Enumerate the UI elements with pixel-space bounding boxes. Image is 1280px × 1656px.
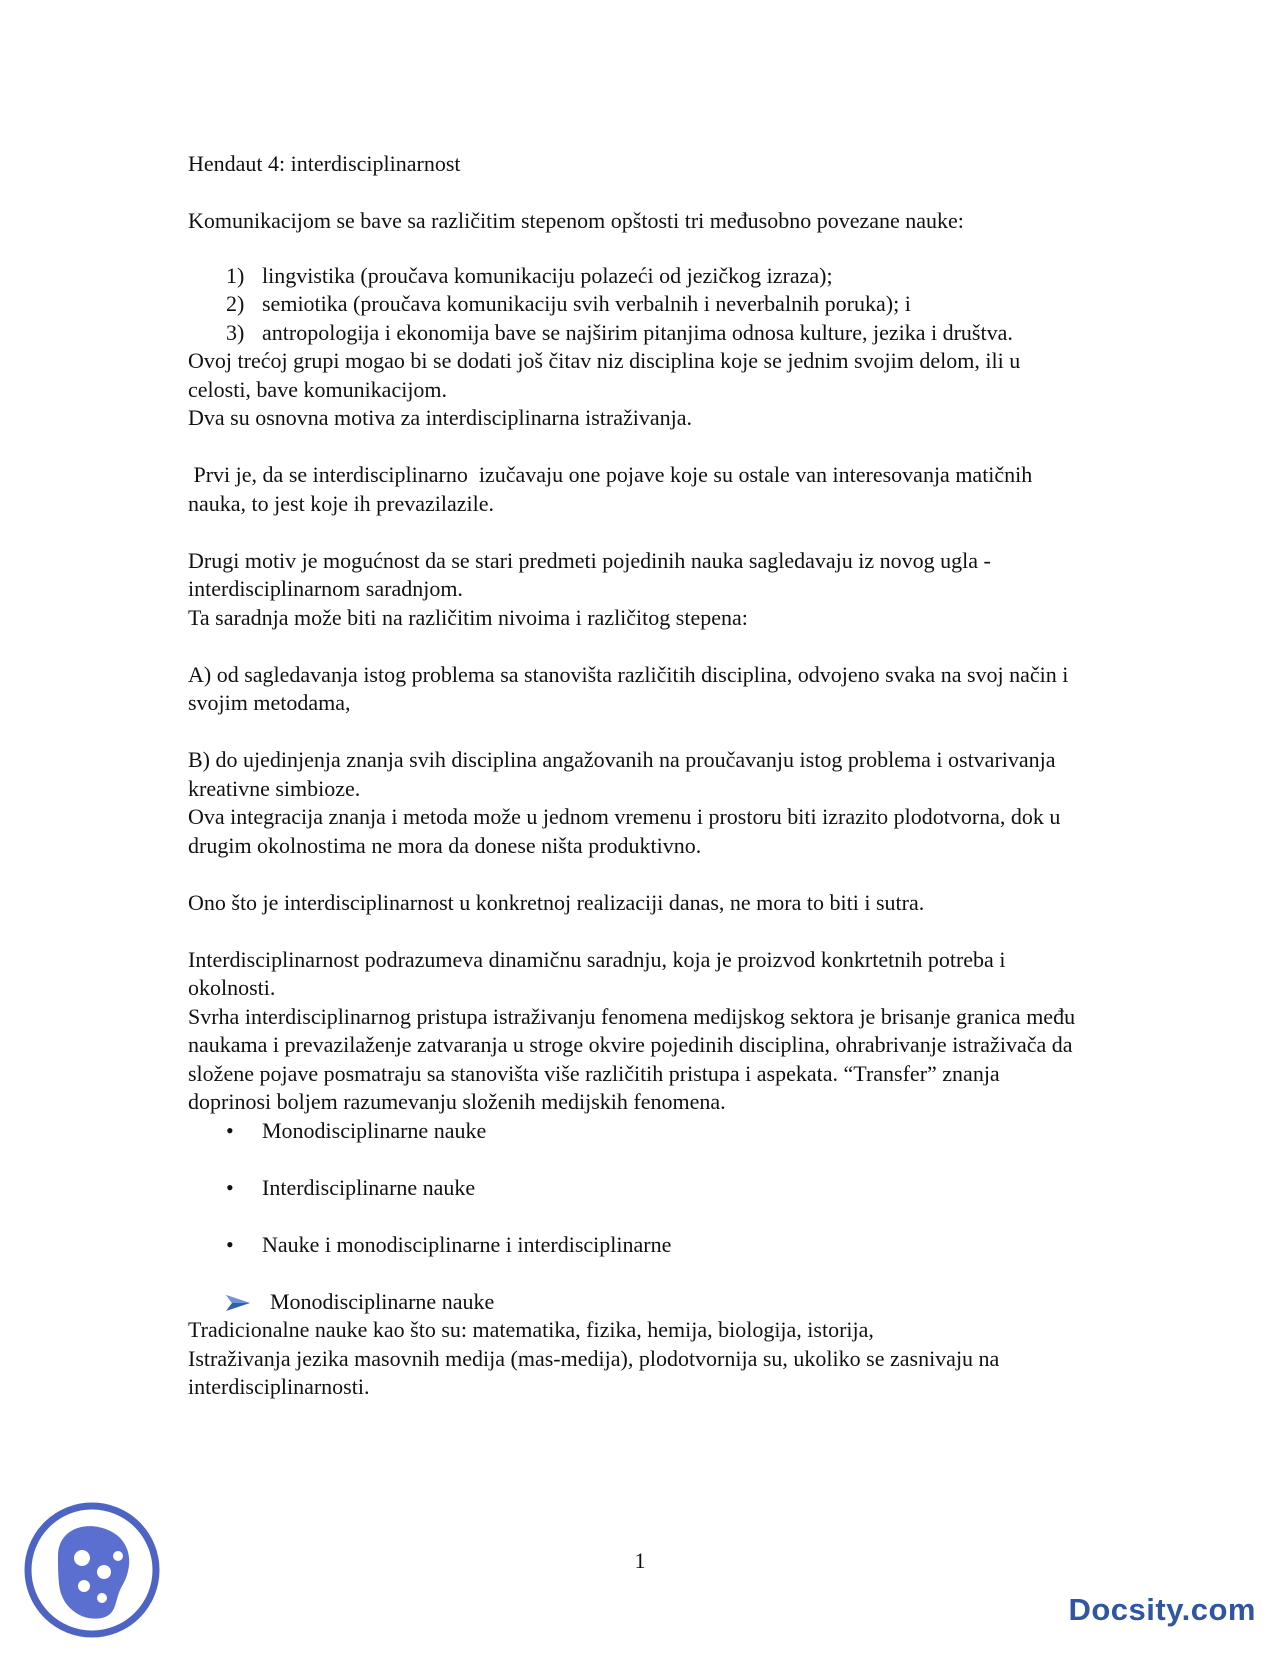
list-item-text: lingvistika (proučava komunikaciju polazeći od jezičkog izraza); <box>262 262 833 288</box>
intro-paragraph: Komunikacijom se bave sa različitim stepenom opštosti tri međusobno povezane nauke: <box>188 208 964 233</box>
paragraph-first-motive: Prvi je, da se interdisciplinarno izučavaju one pojave koje su ostale van interesovanja matičnih nauka, to jest koje ih prevazilazile. <box>188 462 1038 516</box>
paragraph-level-b: B) do ujedinjenja znanja svih disciplina angažovanih na proučavanju istog problema i ostvarivanja kreativne simbioze. <box>188 747 1056 801</box>
paragraph-integration: Ova integracija znanja i metoda može u jednom vremenu i prostoru biti izrazito plodotvorna, dok u drugim okolnostima ne mora da donese ništa produktivno. <box>188 804 1061 858</box>
paragraph-media: Istraživanja jezika masovnih medija (mas-medija), plodotvornija su, ukoliko se zasnivaju na interdisciplinarnosti. <box>188 1345 1000 1399</box>
list-item <box>188 262 1088 291</box>
list-marker: 3) <box>226 319 245 345</box>
bullet-marker: • <box>226 1117 234 1143</box>
paragraph-third-group: Ovoj trećoj grupi mogao bi se dodati još čitav niz disciplina koje se jednim svojim delom, ili u celosti, bave komunikacijom. <box>188 348 1021 402</box>
list-item-text: antropologija i ekonomija bave se najširim pitanjima odnosa kulture, jezika i društva. <box>262 319 1013 345</box>
paragraph-traditional: Tradicionalne nauke kao što su: matematika, fizika, hemija, biologija, istorija, <box>188 1317 874 1342</box>
bullet-item <box>188 1231 1088 1260</box>
paragraph-motives: Dva su osnovna motiva za interdisciplinarna istraživanja. <box>188 405 693 430</box>
paragraph-second-motive: Drugi motiv je mogućnost da se stari predmeti pojedinih nauka sagledavaju iz novog ugla - interdisciplinarnom saradnjom. <box>188 547 991 601</box>
document-title: Hendaut 4: interdisciplinarnost <box>188 151 461 176</box>
bullet-item <box>188 1117 1088 1146</box>
bullet-item <box>188 1174 1088 1203</box>
list-marker: 2) <box>226 291 245 316</box>
paragraph-purpose: Svrha interdisciplinarnog pristupa istraživanju fenomena medijskog sektora je brisanje granica među naukama i prevazilaženje zatvaranja u stroge okvire pojedinih disciplina, ohrabrivanje istraživača da složene pojave posmatraju sa stanovišta više različitih pristupa i aspekata. “Transfer” znanja doprinosi boljem razumevanju složenih medijskih fenomena. <box>188 1003 1076 1114</box>
list-item <box>188 290 1088 319</box>
list-marker: 1) <box>226 262 245 288</box>
list-item-text: semiotika (proučava komunikaciju svih verbalnih i neverbalnih poruka); i <box>262 291 911 316</box>
bullet-text: Nauke i monodisciplinarne i interdisciplinarne <box>262 1231 672 1257</box>
paragraph-today: Ono što je interdisciplinarnost u konkretnoj realizaciji danas, ne mora to biti i sutra. <box>188 889 925 915</box>
paragraph-levels: Ta saradnja može biti na različitim nivoima i različitog stepena: <box>188 604 748 630</box>
bullet-text: Monodisciplinarne nauke <box>262 1117 487 1143</box>
page-number: 1 <box>634 1548 646 1573</box>
list-item <box>188 319 1088 348</box>
arrow-list-item <box>188 1288 1088 1317</box>
bullet-marker: • <box>226 1231 234 1257</box>
arrow-item-text: Monodisciplinarne nauke <box>270 1288 495 1314</box>
docsity-logo-icon <box>22 1500 162 1640</box>
document-body <box>188 150 1088 1402</box>
science-types-list <box>188 1117 1088 1260</box>
arrow-right-icon <box>224 1294 252 1312</box>
bullet-marker: • <box>226 1174 234 1200</box>
bullet-text: Interdisciplinarne nauke <box>262 1174 476 1200</box>
paragraph-level-a: A) od sagledavanja istog problema sa stanovišta različitih disciplina, odvojeno svaka na svoj način i svojim metodama, <box>188 661 1069 715</box>
paragraph-dynamic: Interdisciplinarnost podrazumeva dinamičnu saradnju, koja je proizvod konkrtetnih potreba i okolnosti. <box>188 946 1006 1000</box>
docsity-brand[interactable]: Docsity.com <box>1068 1592 1256 1627</box>
sciences-list <box>188 262 1088 348</box>
